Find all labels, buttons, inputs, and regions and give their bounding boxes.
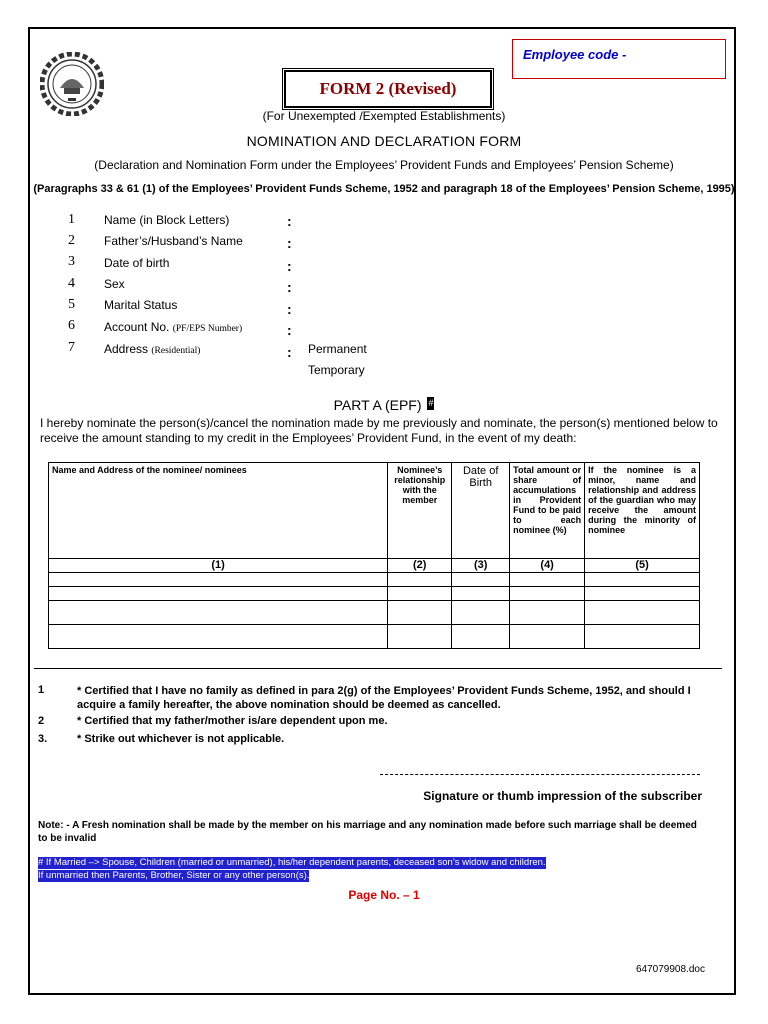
field-number: 7 (68, 340, 75, 355)
field-colon: : (287, 235, 292, 251)
part-a-title: PART A (EPF) # (333, 397, 434, 413)
part-a-text: I hereby nominate the person(s)/cancel the nomination made by me previously and nominate, the person(s) mentioned below to receive the amount standing to my credit in the Employees’ Provident Fund, in the event of my death: (40, 416, 718, 445)
epfo-logo-icon (40, 52, 104, 116)
cert-number: 3. (38, 733, 48, 745)
form-title-box (284, 70, 492, 108)
field-colon: : (287, 322, 292, 338)
field-colon: : (287, 344, 292, 360)
field-number: 1 (68, 212, 75, 227)
field-colon: : (287, 213, 292, 229)
certification-1: * Certified that I have no family as defined in para 2(g) of the Employees’ Provident Funds Scheme, 1952, and should I acquire a family hereafter, the above nomination should be deemed as cancelled. (77, 685, 691, 711)
field-label-name: Name (in Block Letters) (104, 213, 230, 227)
field-number: 3 (68, 254, 75, 269)
hash-marker: # (428, 398, 434, 408)
header-name-address: Name and Address of the nominee/ nominees (49, 463, 388, 559)
establishment-subtitle: (For Unexempted /Exempted Establishments) (262, 109, 506, 123)
header-dob: Date of Birth (452, 463, 510, 559)
table-row (49, 625, 700, 649)
field-label-dob: Date of birth (104, 256, 170, 270)
divider (34, 668, 722, 669)
field-number: 5 (68, 297, 75, 312)
field-colon: : (287, 279, 292, 295)
field-number: 6 (68, 318, 75, 333)
employee-code-box (512, 39, 726, 79)
field-label-account-no: Account No. (PF/EPS Number) (104, 320, 243, 334)
field-label-marital-status: Marital Status (104, 298, 178, 312)
page-number: Page No. – 1 (348, 888, 420, 902)
declaration-text: (Declaration and Nomination Form under the Employees’ Provident Funds and Employees’ Pension Scheme) (94, 158, 674, 172)
field-number: 4 (68, 276, 75, 291)
field-number: 2 (68, 233, 75, 248)
footnote-unmarried: If unmarried then Parents, Brother, Sister or any other person(s). (38, 870, 310, 881)
note-text: Note: - A Fresh nomination shall be made by the member on his marriage and any nomination made before such marriage shall be deemed to be invalid (38, 820, 697, 844)
signature-label: Signature or thumb impression of the subscriber (423, 789, 702, 803)
table-row (49, 587, 700, 601)
header-share: Total amount or share of accumulations in Provident Fund to be paid to each nominee (%) (510, 463, 585, 559)
field-label-sex: Sex (104, 277, 125, 291)
certification-2: * Certified that my father/mother is/are dependent upon me. (77, 715, 388, 727)
footnote-married: # If Married –> Spouse, Children (married or unmarried), his/her dependent parents, deceased son’s widow and children. (38, 857, 546, 868)
header-guardian: If the nominee is a minor, name and relationship and address of the guardian who may receive the amount during the minority of nominee (585, 463, 700, 559)
col-number: (5) (585, 559, 700, 573)
table-number-row (49, 559, 700, 573)
document-filename: 647079908.doc (636, 964, 705, 975)
col-number: (3) (452, 559, 510, 573)
col-number: (4) (510, 559, 585, 573)
field-colon: : (287, 258, 292, 274)
field-label-address: Address (Residential) (104, 342, 201, 356)
table-row (49, 573, 700, 587)
cert-number: 1 (38, 684, 45, 696)
certification-3: * Strike out whichever is not applicable. (77, 733, 285, 745)
address-permanent: Permanent (308, 342, 367, 356)
col-number: (2) (388, 559, 452, 573)
col-number: (1) (49, 559, 388, 573)
employee-code-label: Employee code - (523, 47, 627, 62)
header-relationship: Nominee’s relationship with the member (388, 463, 452, 559)
address-temporary: Temporary (308, 363, 365, 377)
table-header-row (49, 463, 700, 559)
signature-line (380, 774, 700, 775)
field-label-father-name: Father’s/Husband’s Name (104, 234, 243, 248)
table-row (49, 601, 700, 625)
field-colon: : (287, 301, 292, 317)
form-title: FORM 2 (Revised) (319, 79, 457, 98)
nominee-table (48, 462, 700, 649)
cert-number: 2 (38, 715, 45, 727)
main-title: NOMINATION AND DECLARATION FORM (246, 133, 522, 149)
paragraphs-text: (Paragraphs 33 & 61 (1) of the Employees’ Provident Funds Scheme, 1952 and paragraph 18 of the Employees’ Pension Scheme, 1995) (33, 183, 735, 195)
